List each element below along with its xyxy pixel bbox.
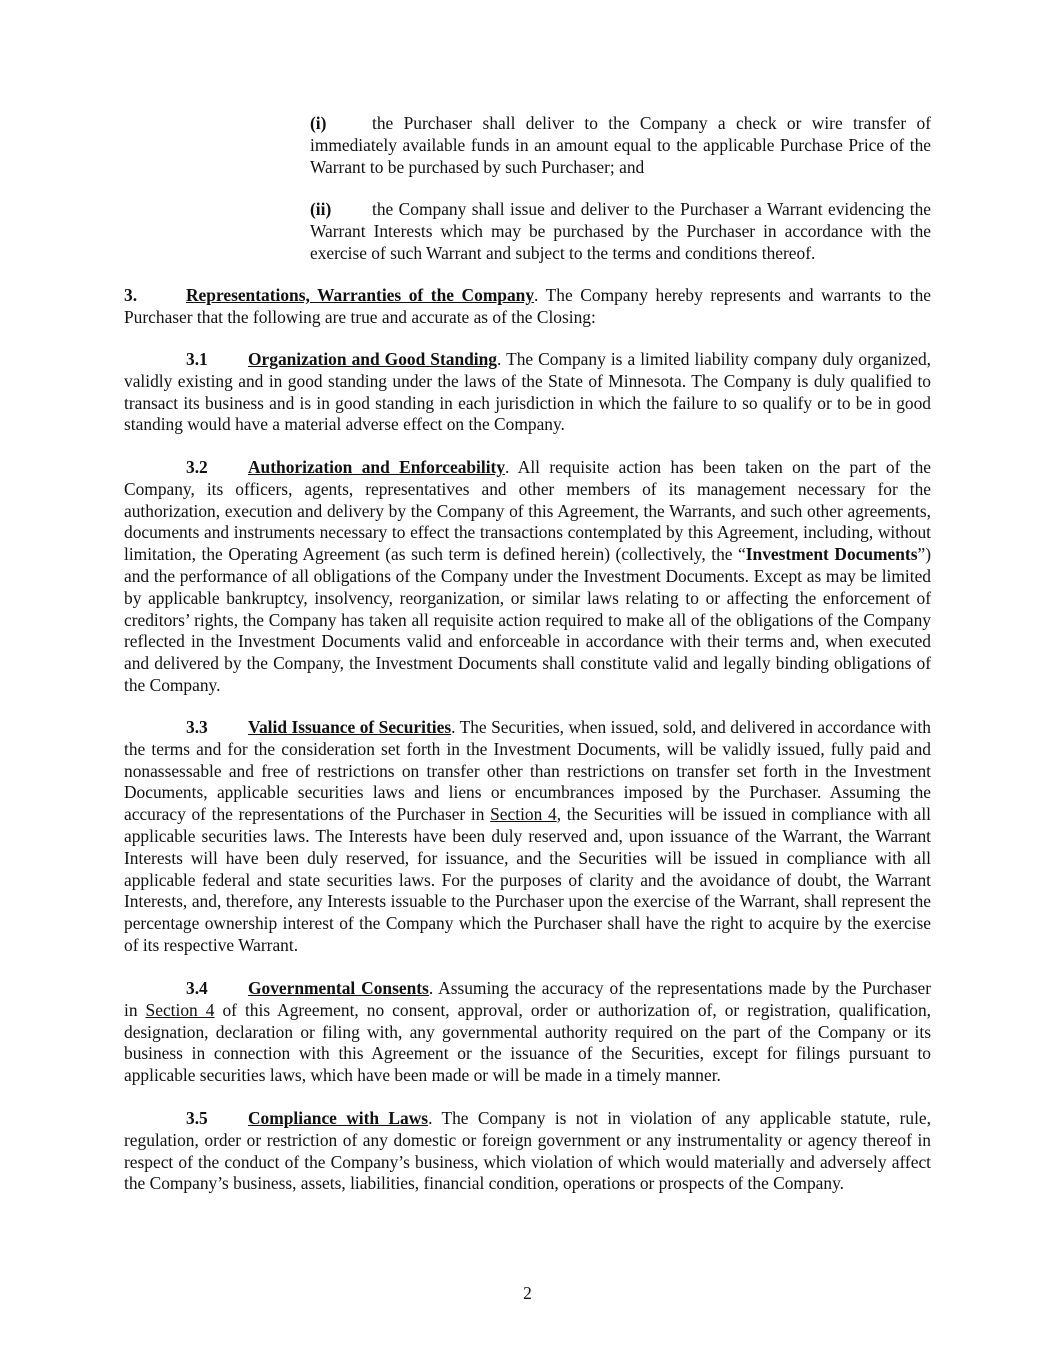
- section-3-5-text: . The Company is not in violation of any applicable statute, rule, regulation, order or restriction of any domestic or foreign government or any instrumentality or agency thereof in respect of the conduct of the Company’s business, which violation of which would materially and adversely affect the Company’s business, assets, liabilities, financial condition, operations or prospects of the Company.: [124, 1108, 931, 1194]
- clause-ii-label: (ii): [310, 199, 332, 219]
- clause-i-text: the Purchaser shall deliver to the Company a check or wire transfer of immediately available funds in an amount equal to the applicable Purchase Price of the Warrant to be purchased by such Purchaser; and: [310, 113, 931, 177]
- section-4-reference: Section 4: [145, 999, 215, 1020]
- section-3-4-text-b: of this Agreement, no consent, approval, order or authorization of, or registration, qualification, designation, declaration or filing with, any governmental authority required on the part of the Company or its business in connection with this Agreement or the issuance of the Securities, except for filings pursuant to applicable securities laws, which have been made or will be made in a timely manner.: [124, 999, 931, 1086]
- section-3-3-text-a: . The Securities, when issued, sold, and delivered in accordance with the terms and for the consideration set forth in the Investment Documents, will be validly issued, fully paid and nonassessable and free of restrictions on transfer other than restrictions on transfer set forth in the Investment Documents, applicable securities laws and liens or encumbrances imposed by the Purchaser. Assuming the accuracy of the representations of the Purchaser in: [124, 717, 931, 825]
- clause-ii: [310, 199, 931, 264]
- section-3-1-number: 3.1: [186, 349, 208, 369]
- section-3-4-text-a: . Assuming the accuracy of the representations made by the Purchaser in: [124, 978, 931, 1020]
- page-number: 2: [523, 1283, 532, 1303]
- section-3-3-number: 3.3: [186, 717, 208, 737]
- section-3-2: [124, 457, 931, 697]
- section-3-3-text-b: , the Securities will be issued in compliance with all applicable securities laws. The Interests have been duly reserved and, upon issuance of the Warrant, the Warrant Interests will have been duly reserved, for issuance, and the Securities will be issued in compliance with all applicable federal and state securities laws. For the purposes of clarity and the avoidance of doubt, the Warrant Interests, and, therefore, any Interests issuable to the Purchaser upon the exercise of the Warrant, shall represent the percentage ownership interest of the Company which the Purchaser shall have the right to acquire by the exercise of its respective Warrant.: [124, 804, 931, 955]
- section-3-heading: Representations, Warranties of the Company: [186, 285, 535, 305]
- defined-term-investment-documents: Investment Documents: [745, 544, 918, 565]
- section-3-3: [124, 717, 931, 957]
- section-3-number: 3.: [124, 285, 138, 305]
- section-3-4-heading: Governmental Consents: [248, 978, 429, 998]
- clause-ii-text: the Company shall issue and deliver to the Purchaser a Warrant evidencing the Warrant Interests which may be purchased by the Purchaser in accordance with the exercise of such Warrant and subject to the terms and conditions thereof.: [310, 199, 931, 263]
- section-4-reference: Section 4: [490, 804, 557, 825]
- section-3-2-text-b: ”) and the performance of all obligations of the Company under the Investment Documents. Except as may be limited by applicable bankruptcy, insolvency, reorganization, or similar laws relating to or affecting the enforcement of creditors’ rights, the Company has taken all requisite action required to make all of the obligations of the Company reflected in the Investment Documents valid and enforceable in accordance with their terms and, when executed and delivered by the Company, the Investment Documents shall constitute valid and legally binding obligations of the Company.: [124, 544, 931, 695]
- clause-i-label: (i): [310, 113, 327, 133]
- section-3-2-number: 3.2: [186, 457, 208, 477]
- section-3-2-heading: Authorization and Enforceability: [248, 457, 506, 477]
- section-3: [124, 285, 931, 329]
- section-3-2-text-a: . All requisite action has been taken on the part of the Company, its officers, agents, representatives and other members of its management necessary for the authorization, execution and delivery by the Company of this Agreement, the Warrants, and such other agreements, documents and instruments necessary to effect the transactions contemplated by this Agreement, including, without limitation, the Operating Agreement (as such term is defined herein) (collectively, the “: [124, 457, 931, 565]
- section-3-4-number: 3.4: [186, 978, 208, 998]
- section-3-text: . The Company hereby represents and warrants to the Purchaser that the following are true and accurate as of the Closing:: [124, 285, 931, 327]
- section-3-1-heading: Organization and Good Standing: [248, 349, 497, 369]
- section-3-5: [124, 1108, 931, 1195]
- clause-i: [310, 113, 931, 178]
- section-3-4: [124, 978, 931, 1087]
- section-3-1: [124, 349, 931, 436]
- section-3-3-heading: Valid Issuance of Securities: [248, 717, 452, 737]
- section-3-1-text: . The Company is a limited liability company duly organized, validly existing and in good standing under the laws of the State of Minnesota. The Company is duly qualified to transact its business and is in good standing in each jurisdiction in which the failure to so qualify or to be in good standing would have a material adverse effect on the Company.: [124, 349, 931, 435]
- section-3-5-number: 3.5: [186, 1108, 208, 1128]
- section-3-5-heading: Compliance with Laws: [248, 1108, 429, 1128]
